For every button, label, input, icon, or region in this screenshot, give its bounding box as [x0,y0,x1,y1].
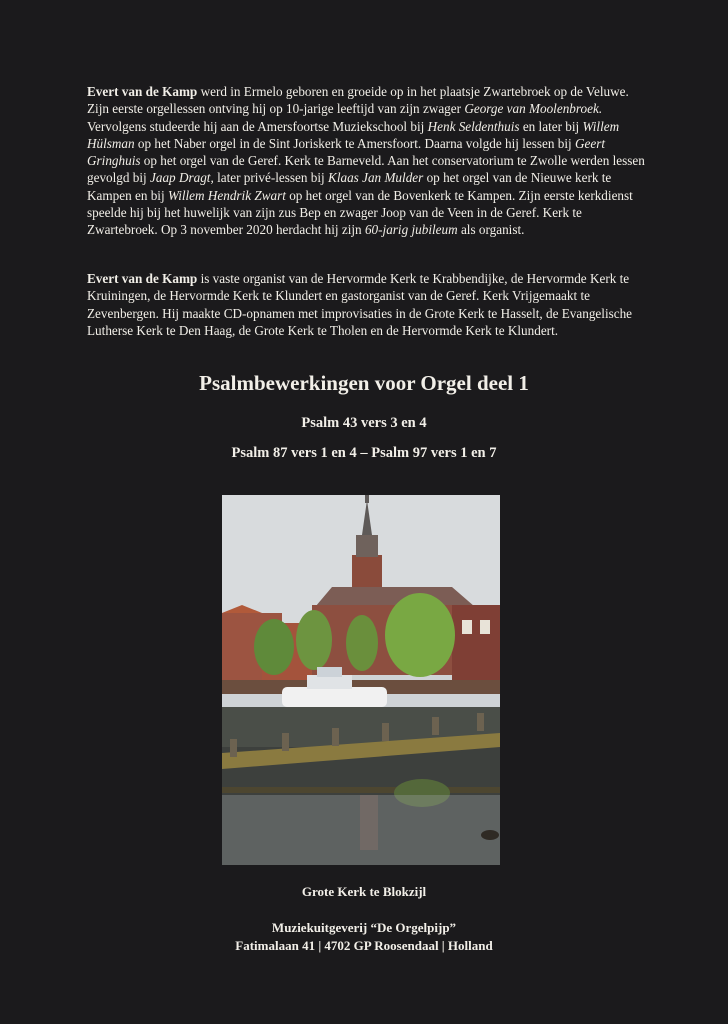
teacher-name: Willem Hülsman [87,118,620,151]
publisher-name: Muziekuitgeverij “De Orgelpijp” [271,920,457,935]
teacher-name: Geert Gringhuis [87,135,605,169]
teacher-name: George van Moolenbroek. [464,101,603,117]
text-run: als organist. [457,222,525,238]
text-run: en later bij [519,118,583,134]
teacher-name: Jaap Dragt, [150,170,214,186]
teacher-name: Klaas Jan Mulder [328,170,424,186]
text-run: op het orgel van de Nieuwe kerk te Kampen en bij [87,170,612,203]
text-run: is vaste organist van de Hervormde Kerk te Krabbendijke, de Hervormde Kerk te Kruiningen, de Hervormde Kerk te Klundert en gastorganist van de Geref. Kerk Vrijgemaakt te Zevenbergen. Hij maakte CD-opnamen met improvisaties in de Grote Kerk te Hasselt, de Evangelische Lutherse Kerk te Den Haag, de Grote Kerk te Tholen en de Hervormde Kerk te Klundert. [87,271,633,338]
text-run: op het Naber orgel in de Sint Joriskerk te Amersfoort. Daarna volgde hij lessen bij [134,135,575,151]
biography-paragraph-2 [87,270,647,339]
photo-caption: Grote Kerk te Blokzijl [301,884,427,899]
teacher-name: Henk Seldenthuis [427,118,520,134]
church-photo [222,495,500,865]
organist-name: Evert van de Kamp [87,271,198,286]
page-title: Psalmbewerkingen voor Orgel deel 1 [199,371,529,395]
text-run: op het orgel van de Bovenkerk te Kampen. Zijn eerste kerkdienst speelde hij bij het huwelijk van zijn zus Bep en zwager Joop van de Veen in de Geref. Kerk te Zwartebroek. Op 3 november 2020 herdacht hij zijn [87,187,633,238]
text-run: op het orgel van de Geref. Kerk te Barneveld. Aan het conservatorium te Zwolle werden lessen gevolgd bij [87,153,645,186]
teacher-name: Willem Hendrik Zwart [167,187,286,203]
teacher-name: 60-jarig jubileum [364,222,458,238]
publisher-address: Fatimalaan 41 | 4702 GP Roosendaal | Holland [235,938,493,953]
text-run: Vervolgens studeerde hij aan de Amersfoortse Muziekschool bij [87,118,428,134]
subtitle-psalm-87-97: Psalm 87 vers 1 en 4 – Psalm 97 vers 1 en 7 [231,445,497,461]
organist-name: Evert van de Kamp [87,84,198,99]
biography-paragraph-1 [87,83,647,239]
subtitle-psalm-43: Psalm 43 vers 3 en 4 [301,415,427,431]
text-run: later privé-lessen bij [213,170,329,186]
text-run: werd in Ermelo geboren en groeide op in het plaatsje Zwartebroek op de Veluwe. Zijn eerste orgellessen ontving hij op 10-jarige leeftijd van zijn zwager [87,84,629,117]
